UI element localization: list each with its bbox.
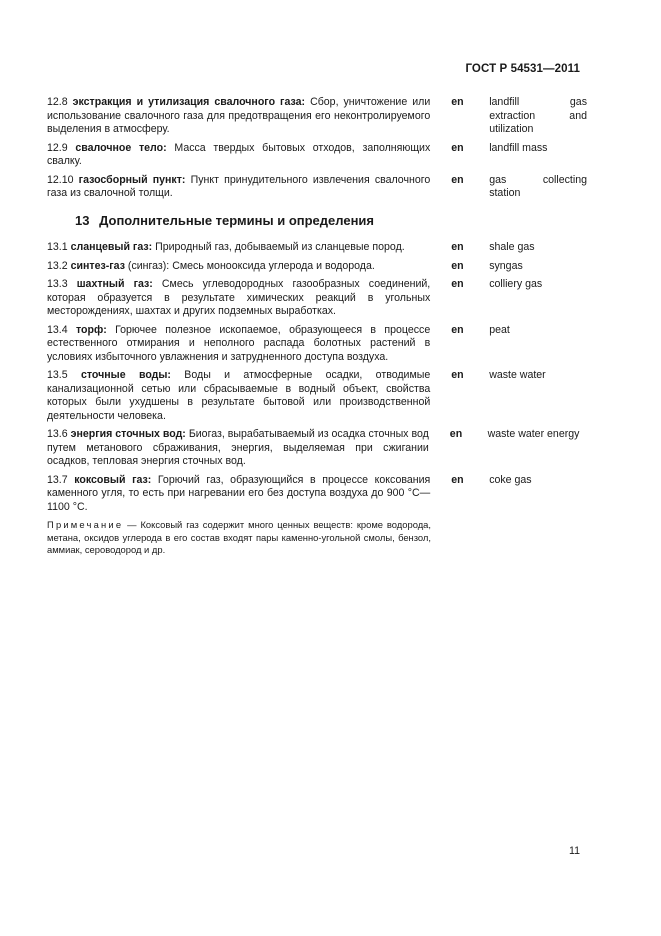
section-heading [75, 213, 374, 228]
term-text: Биогаз, вырабатываемый из осадка сточных вод путем метанового сбраживания, энергия, выделяемая при сжигании осадков, тепловая энергия сточных вод. [47, 428, 429, 467]
language-code: en [451, 96, 464, 108]
term-definition [47, 369, 430, 423]
term-number: 13.3 [47, 278, 68, 290]
language-code: en [451, 259, 464, 272]
page-number: 11 [569, 845, 580, 857]
term-text: Природный газ, добываемый из сланцевые пород. [155, 241, 405, 253]
term-definition [47, 260, 430, 274]
english-equivalent: waste water energy [487, 428, 580, 440]
term-number: 13.2 [47, 259, 68, 272]
term-entry-13-4 [47, 324, 587, 365]
english-equivalent: coke gas [489, 473, 532, 486]
term-definition [47, 142, 430, 169]
term-text: Горючий газ, образующийся в процессе коксования каменного угля, то есть при нагревании его без доступа воздуха до 900 °С—1100 °С. [47, 473, 431, 513]
section-number: 13 [75, 213, 90, 228]
language-code: en [451, 473, 464, 486]
term-name: свалочное тело: [75, 141, 167, 154]
term-number: 13.5 [47, 369, 68, 381]
terms-list-13 [47, 241, 587, 557]
note-text: — Коксовый газ содержит много ценных веществ: кроме водорода, метана, оксидов углерода в его состав входят пары каменно-угольной смолы, бензол, аммиак, сероводород и др. [47, 519, 431, 555]
term-definition [47, 241, 430, 255]
english-equivalent: landfill mass [489, 141, 548, 154]
term-entry-12-10 [47, 174, 587, 201]
term-definition [47, 324, 430, 365]
term-text: Воды и атмосферные осадки, отводимые канализационной сетью или сбрасываемые в водный объект, свойства которых были ухудшены в результате бытовой или производственной деятельности человека. [47, 369, 431, 422]
language-code: en [451, 278, 464, 290]
term-entry-13-2 [47, 260, 587, 274]
term-name: торф: [75, 323, 107, 336]
term-number: 13.4 [47, 323, 68, 336]
language-code: en [451, 323, 464, 336]
term-definition [47, 96, 430, 137]
term-entry-13-3 [47, 278, 587, 319]
term-name: синтез-газ [70, 259, 125, 272]
term-name: энергия сточных вод: [70, 428, 186, 440]
note-label: Примечание [47, 519, 124, 530]
note [47, 519, 431, 557]
term-entry-12-9 [47, 142, 587, 169]
term-entry-13-6 [47, 428, 587, 469]
term-text: Смесь углеводородных газообразных соединений, которая образуется в результате химических реакций в угольных месторождениях, шахтах и других подземных выработках. [47, 278, 431, 317]
term-text: Пункт принудительного извлечения свалочного газа из свалочной толщи. [47, 173, 431, 199]
english-equivalent: landfill gas extraction and utilization [489, 96, 587, 135]
section-title: Дополнительные термины и определения [99, 213, 375, 228]
term-definition [47, 174, 430, 201]
term-entry-12-8 [47, 96, 587, 137]
language-code: en [449, 428, 463, 440]
term-text: Масса твердых бытовых отходов, заполняющих свалку. [47, 141, 431, 167]
language-code: en [451, 173, 464, 186]
term-name: сточные воды: [80, 369, 171, 381]
term-number: 12.8 [47, 96, 68, 108]
term-entry-13-1 [47, 241, 587, 255]
english-equivalent: colliery gas [489, 278, 543, 290]
english-equivalent: syngas [489, 259, 523, 272]
language-code: en [451, 369, 464, 381]
english-equivalent: waste water [489, 369, 546, 381]
term-name: шахтный газ: [76, 278, 153, 290]
term-number: 13.1 [47, 241, 68, 253]
english-equivalent: gas collecting station [489, 173, 587, 199]
term-definition [47, 474, 430, 515]
term-definition [47, 278, 430, 319]
standard-code: ГОСТ Р 54531—2011 [465, 63, 580, 75]
term-text: Горючее полезное ископаемое, образующееся в процессе естественного отмирания и неполного распада болотных растений в условиях избыточного увлажнения и затрудненного доступа воздуха. [47, 323, 431, 363]
terms-list-12 [47, 96, 587, 206]
term-number: 13.7 [47, 473, 68, 486]
language-code: en [451, 241, 464, 253]
english-equivalent: peat [489, 323, 510, 336]
term-entry-13-5 [47, 369, 587, 423]
english-equivalent: shale gas [489, 241, 535, 253]
term-entry-13-7 [47, 474, 587, 515]
term-text: (сингаз): Смесь монооксида углерода и водорода. [127, 259, 375, 272]
term-definition [47, 428, 429, 469]
term-name: сланцевый газ: [70, 241, 153, 253]
term-name: коксовый газ: [74, 473, 152, 486]
term-number: 12.10 [47, 173, 74, 186]
language-code: en [451, 141, 464, 154]
term-name: экстракция и утилизация свалочного газа: [72, 96, 306, 108]
term-text: Сбор, уничтожение или использование свалочного газа для предотвращения его неконтролируемого выделения в атмосферу. [47, 96, 431, 135]
term-number: 13.6 [47, 428, 68, 440]
term-number: 12.9 [47, 141, 68, 154]
term-name: газосборный пункт: [78, 173, 186, 186]
